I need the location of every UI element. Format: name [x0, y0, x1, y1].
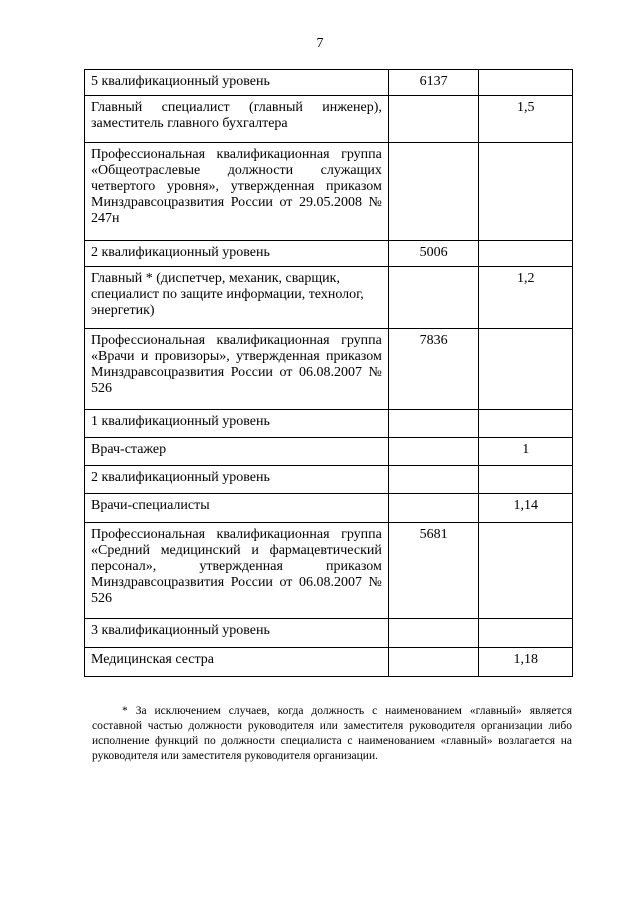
- table-row: [85, 466, 573, 494]
- table-row: [85, 241, 573, 267]
- table-row: [85, 523, 573, 619]
- coefficient-cell: [479, 70, 573, 96]
- coefficient-cell: [479, 241, 573, 267]
- salary-cell: [388, 438, 479, 466]
- salary-cell: 6137: [388, 70, 479, 96]
- position-cell: 1 квалификационный уровень: [85, 410, 389, 438]
- table-row: [85, 438, 573, 466]
- position-cell: 5 квалификационный уровень: [85, 70, 389, 96]
- table-row: [85, 410, 573, 438]
- qualification-table: [84, 69, 573, 677]
- salary-cell: 5006: [388, 241, 479, 267]
- position-cell: Профессиональная квалификационная группа «Общеотраслевые должности служащих четвертого уровня», утвержденная приказом Минздравсоцразвития России от 29.05.2008 № 247н: [85, 143, 389, 241]
- salary-cell: [388, 143, 479, 241]
- salary-cell: [388, 619, 479, 648]
- position-cell: 2 квалификационный уровень: [85, 241, 389, 267]
- position-cell: 2 квалификационный уровень: [85, 466, 389, 494]
- table-row: [85, 619, 573, 648]
- coefficient-cell: [479, 619, 573, 648]
- footnote: * За исключением случаев, когда должность с наименованием «главный» является составной частью должности руководителя или заместителя руководителя организации либо исполнение функций по должности специалиста с наименованием «главный» возлагается на руководителя или заместителя руководителя организации.: [92, 705, 572, 762]
- salary-cell: [388, 410, 479, 438]
- salary-cell: [388, 466, 479, 494]
- position-cell: Медицинская сестра: [85, 648, 389, 677]
- salary-cell: [388, 648, 479, 677]
- table-row: [85, 648, 573, 677]
- coefficient-cell: 1,2: [479, 267, 573, 329]
- coefficient-cell: [479, 410, 573, 438]
- coefficient-cell: [479, 143, 573, 241]
- position-cell: 3 квалификационный уровень: [85, 619, 389, 648]
- salary-cell: [388, 267, 479, 329]
- coefficient-cell: [479, 329, 573, 410]
- coefficient-cell: 1,5: [479, 96, 573, 143]
- table-row: [85, 329, 573, 410]
- coefficient-cell: 1: [479, 438, 573, 466]
- table-row: [85, 96, 573, 143]
- position-cell: Профессиональная квалификационная группа «Средний медицинский и фармацевтический персонал», утвержденная приказом Минздравсоцразвития России от 06.08.2007 № 526: [85, 523, 389, 619]
- salary-cell: [388, 96, 479, 143]
- position-cell: Врачи-специалисты: [85, 494, 389, 523]
- coefficient-cell: [479, 523, 573, 619]
- position-cell: Главный специалист (главный инженер), заместитель главного бухгалтера: [85, 96, 389, 143]
- salary-cell: [388, 494, 479, 523]
- coefficient-cell: 1,18: [479, 648, 573, 677]
- salary-cell: 5681: [388, 523, 479, 619]
- page-number: 7: [316, 36, 324, 51]
- position-cell: Врач-стажер: [85, 438, 389, 466]
- coefficient-cell: [479, 466, 573, 494]
- table-row: [85, 70, 573, 96]
- table-row: [85, 143, 573, 241]
- table-row: [85, 494, 573, 523]
- table-row: [85, 267, 573, 329]
- salary-cell: 7836: [388, 329, 479, 410]
- coefficient-cell: 1,14: [479, 494, 573, 523]
- position-cell: Главный * (диспетчер, механик, сварщик, специалист по защите информации, технолог, энергетик): [85, 267, 389, 329]
- position-cell: Профессиональная квалификационная группа «Врачи и провизоры», утвержденная приказом Минздравсоцразвития России от 06.08.2007 № 526: [85, 329, 389, 410]
